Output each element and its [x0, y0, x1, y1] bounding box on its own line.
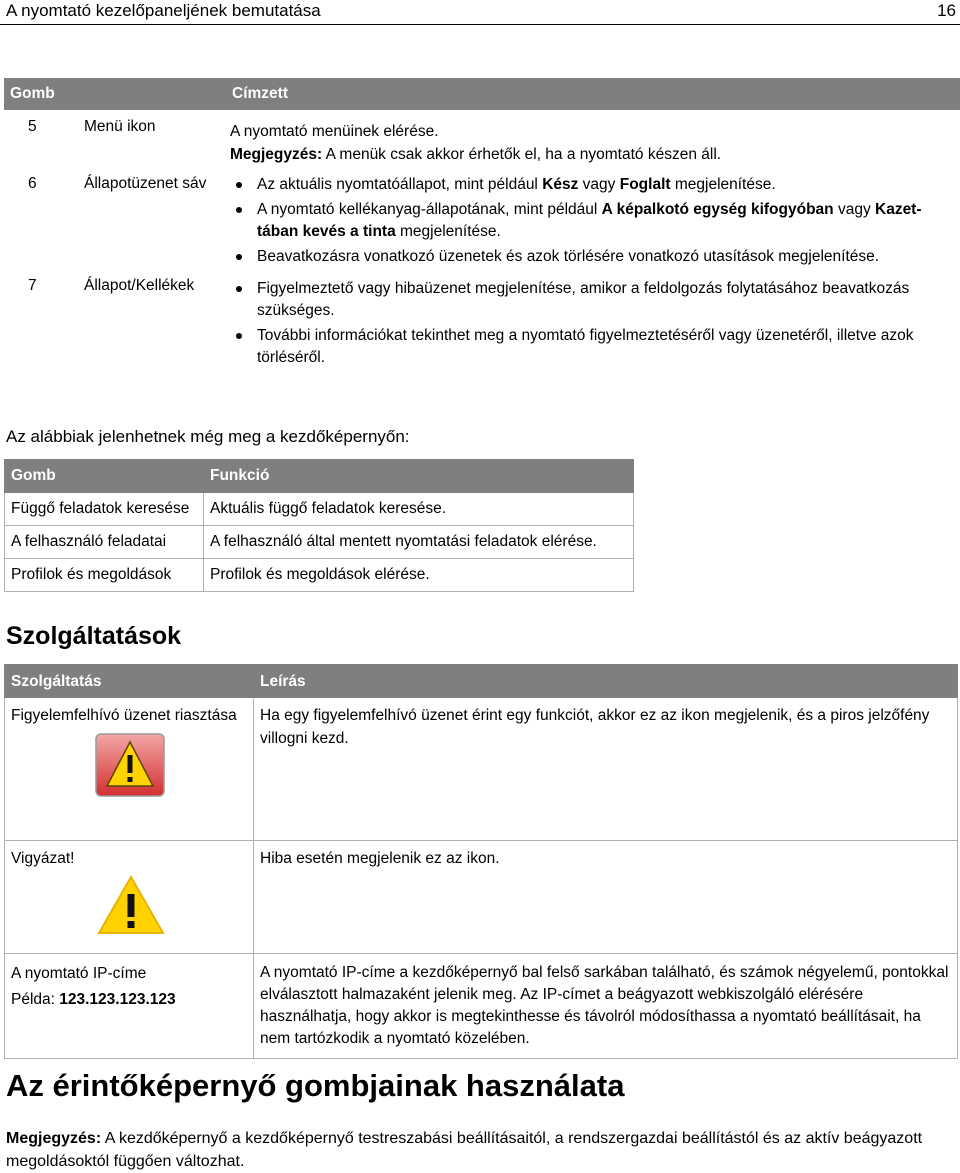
bottom-note — [6, 1127, 954, 1173]
row-name: Állapot/Kellékek — [84, 277, 195, 294]
column-header-button: Gomb — [5, 460, 204, 493]
list-item: Az aktuális nyomtatóállapot, mint például Kész vagy Foglalt megjelenítése. — [230, 174, 954, 196]
row-description: Profilok és megoldások elérése. — [204, 559, 634, 592]
row-description — [226, 169, 960, 271]
row-name: A felhasználó feladatai — [5, 526, 204, 559]
row-name-cell — [5, 954, 254, 1059]
table-row — [5, 526, 634, 559]
button-table — [4, 78, 960, 372]
table-header-row — [4, 78, 960, 110]
services-table — [4, 664, 958, 1059]
list-item: Figyelmeztető vagy hibaüzenet megjelenítése, amikor a feldolgozás folytatásához beavatkozás szükséges. — [230, 278, 954, 322]
row-name: Vigyázat! — [11, 850, 75, 867]
row-description: Aktuális függő feladatok keresése. — [204, 493, 634, 526]
row-description: A felhasználó által mentett nyomtatási feladatok elérése. — [204, 526, 634, 559]
column-header-function: Funkció — [204, 460, 634, 493]
note-label: Megjegyzés: — [6, 1130, 102, 1147]
column-header-description: Leírás — [254, 665, 958, 698]
note-label: Megjegyzés: — [230, 146, 323, 163]
column-header-button: Gomb — [4, 78, 226, 110]
table-row — [5, 954, 958, 1059]
table-row — [4, 271, 960, 372]
table-header-row — [5, 665, 958, 698]
table-row — [5, 559, 634, 592]
table-row — [4, 169, 960, 271]
page-header — [0, 0, 960, 25]
row-number: 6 — [28, 175, 37, 192]
row-description — [226, 110, 960, 169]
row-note — [230, 141, 954, 169]
table-row — [5, 698, 958, 841]
row-name: Függő feladatok keresése — [5, 493, 204, 526]
column-header-service: Szolgáltatás — [5, 665, 254, 698]
home-screen-table — [4, 459, 634, 592]
main-title: Az érintőképernyő gombjainak használata — [6, 1068, 625, 1103]
page-number: 16 — [937, 1, 956, 20]
warning-button-icon — [95, 733, 165, 797]
row-name-cell — [5, 841, 254, 954]
note-text: A menük csak akkor érhetők el, ha a nyomtató készen áll. — [322, 146, 722, 163]
ip-example — [11, 988, 247, 1011]
column-header-purpose: Címzett — [226, 78, 960, 110]
table-row — [4, 110, 960, 169]
row-name: Profilok és megoldások — [5, 559, 204, 592]
note-text: A kezdőképernyő a kezdőképernyő testreszabási beállításaitól, a rendszergazdai beállítástól és az aktív beágyazott megoldásoktól függően változhat. — [6, 1130, 923, 1170]
row-description: Hiba esetén megjelenik ez az ikon. — [254, 841, 958, 954]
row-description: Ha egy figyelemfelhívó üzenet érint egy funkciót, akkor ez az ikon megjelenik, és a piros jelzőfény villogni kezd. — [254, 698, 958, 841]
caution-triangle-icon — [96, 874, 166, 936]
section-title: Szolgáltatások — [6, 622, 182, 650]
example-label: Példa: — [11, 991, 60, 1008]
intro-paragraph: Az alábbiak jelenhetnek még meg a kezdőképernyőn: — [6, 427, 410, 446]
example-value: 123.123.123.123 — [59, 991, 176, 1008]
list-item: További információkat tekinthet meg a nyomtató figyelmeztetéséről vagy üzenetéről, illetve azok törléséről. — [230, 325, 954, 369]
table-row — [5, 841, 958, 954]
table-header-row — [5, 460, 634, 493]
table-row — [5, 493, 634, 526]
list-item: Beavatkozásra vonatkozó üzenetek és azok törlésére vonatkozó utasítások megjelenítése. — [230, 246, 954, 268]
row-name: A nyomtató IP-címe — [11, 965, 147, 982]
row-number: 7 — [28, 277, 37, 294]
row-name: Állapotüzenet sáv — [84, 175, 207, 192]
row-name: Menü ikon — [84, 118, 156, 135]
row-description: A nyomtató IP-címe a kezdőképernyő bal felső sarkában található, és számok négyelemű, pontokkal elválasztott halmazaként jelenik meg. Az IP-címet a beágyazott webkiszolgáló elérésére használhatja, hogy akkor is megtekinthesse és távolról módosíthassa a nyomtató beállításait, ha nem tartózkodik a nyomtató közelében. — [254, 954, 958, 1059]
row-description — [226, 271, 960, 372]
row-text: A nyomtató menüinek elérése. — [230, 123, 439, 140]
list-item: A nyomtató kellékanyag-állapotának, mint például A képalkotó egység kifogyóban vagy Kazettában kevés a tinta megjelenítése. — [230, 199, 954, 243]
page-header-title: A nyomtató kezelőpaneljének bemutatása — [6, 1, 321, 20]
row-name-cell — [5, 698, 254, 841]
row-number: 5 — [28, 118, 37, 135]
row-name: Figyelemfelhívó üzenet riasztása — [11, 707, 237, 724]
